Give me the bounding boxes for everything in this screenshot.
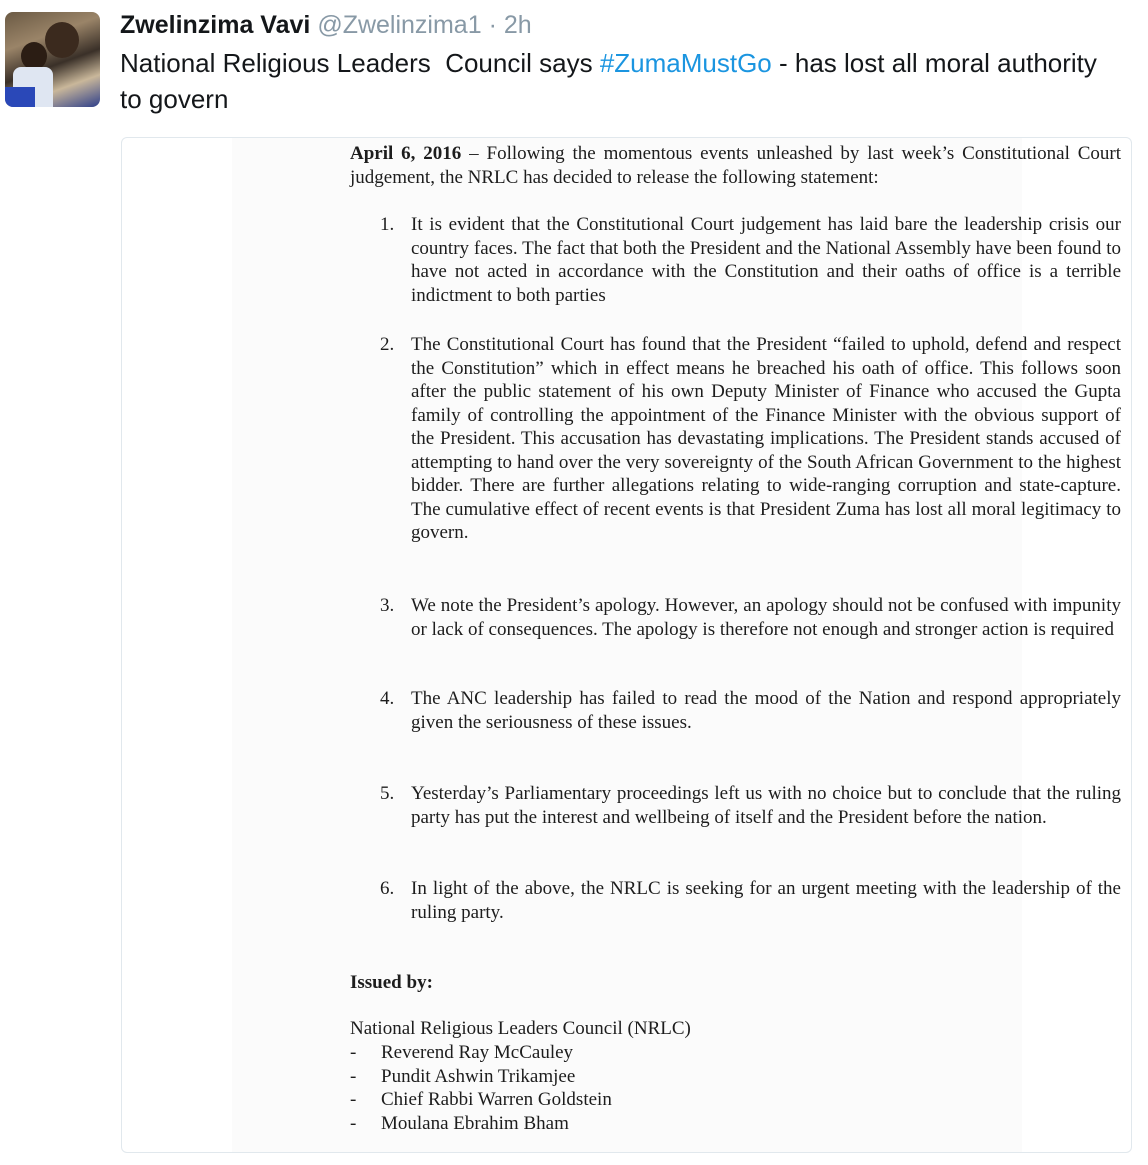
item-text: The Constitutional Court has found that the President “failed to uphold, defend and respect the Constitution” which in effect means he breached his oath of office. This follows soon after the public statement of his own Deputy Minister of Finance who accused the Gupta family of controlling the appointment of the Finance Minister with the obvious support of the President. This accusation has devastating implications. The President stands accused of attempting to hand over the very sovereignty of the South African Government to the highest bidder. There are further allegations relating to wide-ranging corruption and state-capture. The cumulative effect of recent events is that President Zuma has lost all moral legitimacy to govern.: [411, 334, 1121, 543]
item-text: In light of the above, the NRLC is seeking for an urgent meeting with the leadership of the ruling party.: [411, 878, 1121, 923]
author-name[interactable]: Zwelinzima Vavi: [120, 11, 311, 39]
item-number: 2.: [380, 334, 395, 355]
signer-name: Moulana Ebrahim Bham: [381, 1112, 569, 1134]
document-image: [232, 138, 1122, 1152]
signer-name: Reverend Ray McCauley: [381, 1042, 574, 1063]
item-text: We note the President’s apology. However, an apology should not be confused with impunity or lack of consequences. The apology is therefore not enough and stronger action is required: [411, 595, 1121, 640]
list-item: [380, 333, 1121, 545]
document-intro: [350, 142, 1121, 189]
item-number: 4.: [380, 688, 395, 709]
separator: ·: [488, 11, 497, 39]
item-text: It is evident that the Constitutional Court judgement has laid bare the leadership crisis our country faces. The fact that both the President and the National Assembly have been found to have not acted in accordance with the Constitution and their oaths of office is a terrible indictment to both parties: [411, 214, 1121, 306]
signer-name: Pundit Ashwin Trikamjee: [381, 1065, 576, 1087]
signer: [350, 1088, 612, 1112]
list-item: [380, 782, 1121, 829]
item-text: Yesterday’s Parliamentary proceedings left us with no choice but to conclude that the ruling party has put the interest and wellbeing of itself and the President before the nation.: [411, 783, 1121, 828]
bullet: -: [350, 1065, 357, 1087]
author-handle[interactable]: @Zwelinzima1: [317, 11, 482, 39]
bullet: -: [350, 1042, 357, 1063]
tweet-time[interactable]: 2h: [503, 11, 532, 39]
document-date: April 6, 2016: [350, 143, 462, 164]
signer-name: Chief Rabbi Warren Goldstein: [381, 1089, 612, 1110]
list-item: [380, 687, 1121, 734]
issued-by-label: Issued by:: [350, 972, 433, 993]
item-number: 3.: [380, 595, 395, 616]
bullet: -: [350, 1089, 357, 1110]
item-number: 1.: [380, 214, 395, 235]
intro-text: – Following the momentous events unleashed by last week’s Constitutional Court judgement, the NRLC has decided to release the following statement:: [350, 143, 1122, 188]
item-text: The ANC leadership has failed to read the mood of the Nation and respond appropriately given the seriousness of these issues.: [411, 688, 1121, 733]
signer: [350, 1112, 612, 1136]
media-card[interactable]: [121, 137, 1132, 1153]
tweet-text-before: National Religious Leaders Council says: [120, 48, 600, 78]
tweet-header: [120, 8, 532, 42]
signer: [350, 1041, 612, 1065]
author-avatar[interactable]: [5, 12, 100, 107]
tweet-text-after: - has lost all moral authority to govern: [120, 48, 1097, 114]
list-item: [380, 877, 1121, 924]
bullet: -: [350, 1112, 357, 1134]
list-item: [380, 594, 1121, 641]
signer: [350, 1065, 612, 1089]
signers-list: [350, 1041, 612, 1135]
item-number: 5.: [380, 783, 395, 804]
item-number: 6.: [380, 878, 395, 899]
list-item: [380, 213, 1121, 307]
organization-name: National Religious Leaders Council (NRLC): [350, 1018, 691, 1039]
tweet-text: [120, 45, 1120, 117]
hashtag-link[interactable]: #ZumaMustGo: [599, 48, 772, 78]
